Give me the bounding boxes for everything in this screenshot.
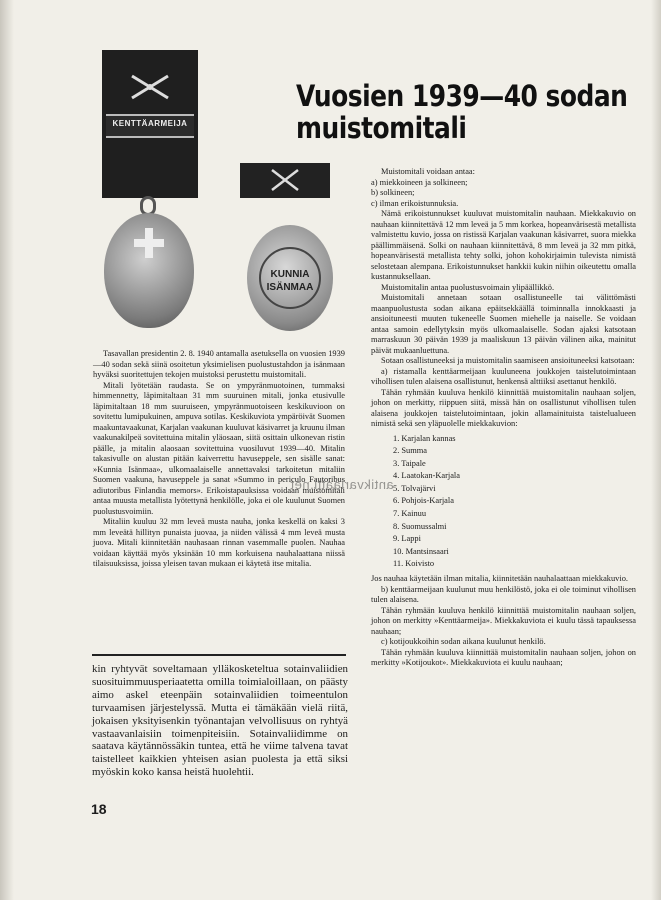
title-line-1: Vuosien 1939—40 sodan [296,79,628,113]
list-item: 3. Taipale [393,458,426,468]
list-item: 6. Pohjois-Karjala [393,496,454,506]
right-column [371,167,636,669]
medal-text-line2: ISÄNMAA [266,282,314,293]
right-paragraph: Muistomitalin antaa puolustusvoimain ylipäällikkö. [381,282,555,292]
bottom-article-continuation [92,663,348,779]
list-item: 10. Mantsinsaari [393,546,449,556]
list-item: 11. Koivisto [393,559,435,569]
right-paragraph: Muistomitali voidaan antaa: [381,167,475,176]
medal-back-image [247,225,333,331]
right-paragraph: c) kotijoukkoihin sodan aikana kuulunut henkilö. [381,637,546,647]
right-paragraph: Nämä erikoistunnukset kuuluvat muistomitalin nauhaan. Miekkakuvio on nauhaan kiinnitettävä 12 mm leveä ja 5 mm korkea, hopeanvärisestä metallista valmistettu kuvio, jossa on ristissä Karjalan vaakunan käsivarret, suora miekka päällimmäisenä. Solki on nauhaan kiinnitettävä, 8 mm leveä ja 32 mm pitkä, hopeanvärisestä metallista tehty solki, johon kohokirjaimin tulevista nimistä selostetaan alempana. Erikoistunnukset hankkii kukin niihin oikeutettu omalla kustannuksellaan. [371,209,636,281]
title-line-2: muistomitali [296,111,467,145]
crossed-swords-icon [270,167,300,193]
page-edge-shadow [0,0,14,900]
medal-ribbon-image [102,50,198,198]
left-paragraph: Tasavallan presidentin 2. 8. 1940 antamalla asetuksella on vuosien 1939—40 sodan sekä siinä osoitetun yksimielisen puolustustahdon ja isänmaan hyväksi suoritettujen tekojen muistoksi perustettu muistomitali. [93,349,345,379]
list-item: 7. Kainuu [393,509,427,519]
right-option: c) ilman erikoistunnuksia. [371,198,459,208]
right-paragraph: Tähän ryhmään kuuluva henkilö kiinnittää muistomitalin nauhaan soljen, johon on merkitty, riippuen siitä, missä hän on osallistunut vihollisen tulen alaisena joukkojen taistelutoimintaan, jokin allamainituista taistelualueen nimistä sekä sen yläpuolelle miekkakuvion: [371,387,636,428]
list-item: 5. Tolvajärvi [393,483,436,493]
ribbon-clasp-text: KENTTÄARMEIJA [112,119,188,128]
page-number: 18 [91,801,107,817]
list-item: 1. Karjalan kannas [393,433,456,443]
right-paragraph: Tähän ryhmään kuuluva kiinnittää muistomitalin nauhaan soljen, johon on merkitty »Kotijoukot». Miekkakuviota ei kuulu nauhaan; [371,647,636,668]
list-item: 9. Lappi [393,534,421,544]
right-option: b) solkineen; [371,188,415,197]
left-column [93,349,345,570]
right-paragraph: Jos nauhaa käytetään ilman mitalia, kiinnitetään nauhalaattaan miekkakuvio. [371,574,628,584]
right-paragraph: b) kenttäarmeijaan kuulunut muu henkilöstö, joka ei ole toiminut vihollisen tulen alaisena. [371,584,636,605]
continuation-paragraph: kin ryhtyvät soveltamaan ylläkosketeltua sotainvaliidien suosituimmuusperiaatetta omilla toimialoillaan, on päästy aimo askel eteenpäin sotainvaliidien toimeentulon turvaamisen järjestelyssä. Mutta ei tämäkään vielä riitä, jokaisen yksityisenkin työnantajan velvollisuus on ryhtyä vastaavanlaisiin toimenpiteisiin. Sotainvaliidimme on saatava käytännössäkin tuntea, että he viime talvena tavat taistelleet kaikkien yhteisen asian puolesta ja että siksi myöskin koko kansa heistä huolehtii. [92,663,348,779]
right-paragraph: a) ristamalla kenttäarmeijaan kuuluneena joukkojen taistelutoimintaan vihollisen tulen alaisena osallistunut, henkensä alttiiksi asettanut henkilö. [371,366,636,386]
right-paragraph: Sotaan osallistuneeksi ja muistomitalin saamiseen ansioituneeksi katsotaan: [381,356,635,365]
right-option: a) miekkoineen ja solkineen; [371,177,468,187]
ribbon-bar-image [240,163,330,198]
right-paragraph: Tähän ryhmään kuuluva henkilö kiinnittää muistomitalin nauhaan soljen, johon on merkitty »Kenttäarmeija». Miekkakuviota ei kuulu tässä tapauksessa nauhaan; [371,605,636,636]
list-item: 8. Suomussalmi [393,521,447,531]
page-edge-shadow [651,0,661,900]
medal-front-image [104,213,194,328]
right-paragraph: Muistomitali annetaan sotaan osallistuneelle tai välittömästi maanpuolustusta sodan aikana epäitsekkäällä toiminnalla innokkaasti ja ansioituneesti muuten tukeneelle Suomen miehelle ja naiselle. Se voidaan antaa samoin edellytyksin myös ulkomaalaiselle. Sodan ajaksi katsotaan marraskuun 30 päivän 1939 ja maaliskuun 13 päivän välinen aika, mainitut päivät mukaanluettuna. [371,293,636,355]
list-item: 2. Summa [393,446,427,456]
list-item: 4. Laatokan-Karjala [393,471,460,481]
crossed-swords-icon [128,72,172,102]
ribbon-clasp [106,114,194,138]
left-paragraph: Mitaliin kuuluu 32 mm leveä musta nauha, jonka keskellä on kaksi 3 mm leveätä hillityn punaista juovaa, ja niiden välissä 4 mm leveä musta juova. Mitali kiinnitetään nauhasaan rinnan vasemmalle puolen. Nauhaa voidaan käyttää myös yksinään 10 mm korkuisena nauhalaattana niissä tilaisuuksissa, joissa yleisen tavan mukaan ei käytetä itse mitalia. [93,517,345,568]
left-paragraph: Mitali lyötetään raudasta. Se on ympyränmuotoinen, tummaksi himmennetty, läpimitaltaan 31 mm suuruinen mitali, jonka etusivulle läpimitaltaan 18 mm suuruiseen, ympyränmuotoiseen keskikuvioon on sovitettu lumipukuinen, ampuva sotilas. Keskikuviota ympäröivät Suomen maakuntavaakunat, Karjalan vaakunan kuuluvat käsivarret ja kruunu ilman vaakunakilpeä sovitettuina mitalin yläosaan, siitä osittain ulkonevan ristin päälle, ja mitalin alaosaan sovitettuina vuosiluvut 1939—40. Mitalin takasivulle on alustan pitään kaiverrettu havuseppele, sen sisälle sanat: »Kunnia Isänmaa», ulkomaalaiselle annettavaksi tarkoitetun mitaliin Suomen vaakuna, havuseppele ja sanat »Summo in periculo Fautoribus adiutoribus Finlandia memors». Erikoistapauksissa voidaan muistomitali antaa muusta metallista lyötettynä henkilölle, joka ei ole kuulunut Suomen puolustusvoimiin. [93,380,345,516]
medal-text-line1: KUNNIA [270,269,310,280]
column-divider [92,654,346,656]
watermark-text: antikvariaatti.net [290,477,394,492]
battle-area-list [393,433,636,572]
cross-icon [134,228,164,258]
